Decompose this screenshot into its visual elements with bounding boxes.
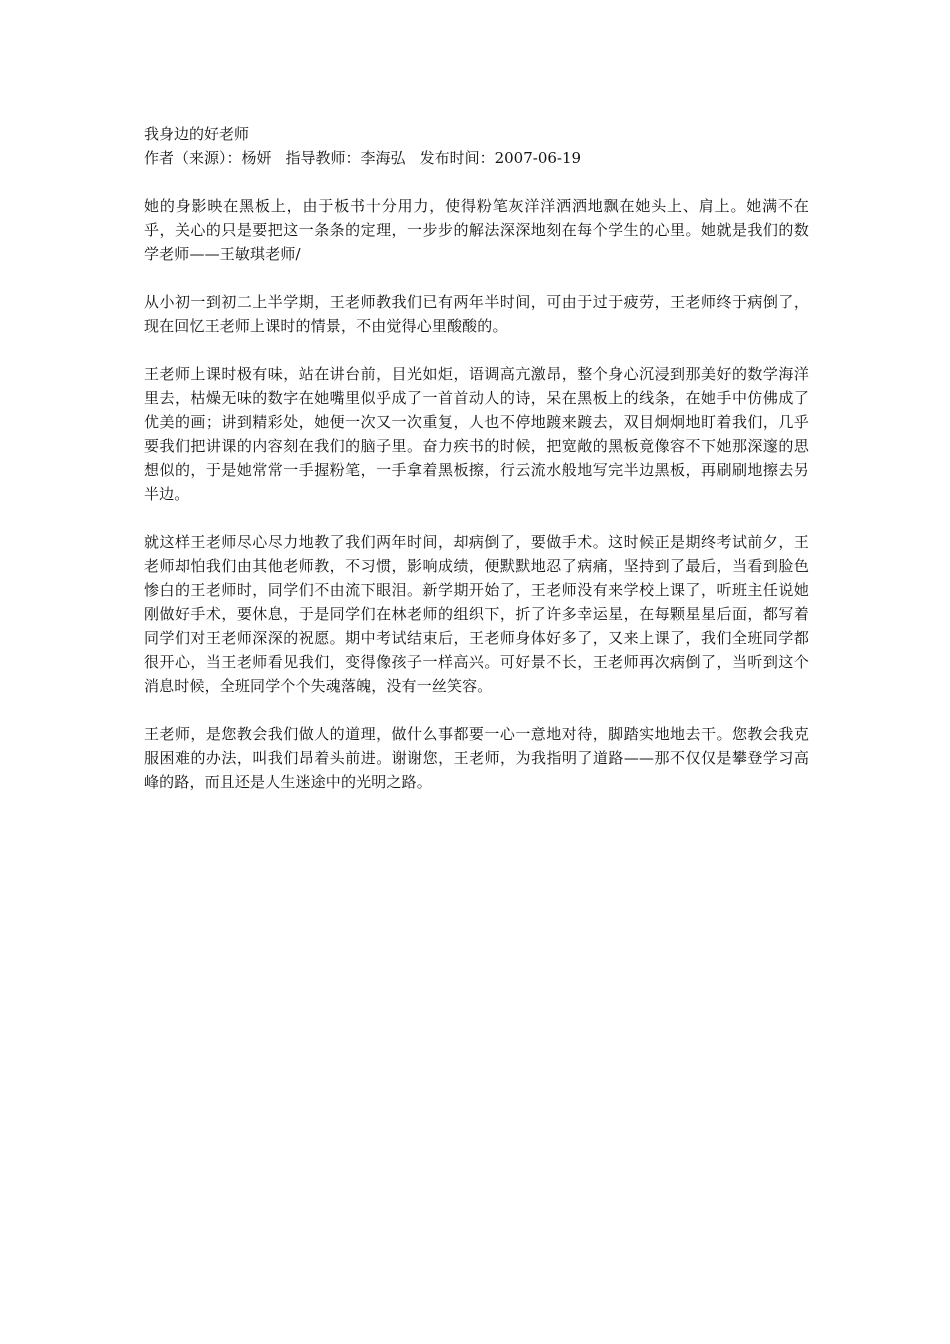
author-name: 杨妍: [241, 149, 272, 167]
document-page: [144, 122, 809, 818]
article-body: [144, 194, 809, 794]
publish-date-label: 发布时间：: [419, 149, 495, 167]
paragraph-4: 就这样王老师尽心尽力地教了我们两年时间，却病倒了，要做手术。这时候正是期终考试前夕，王老师却怕我们由其他老师教，不习惯，影响成绩，便默默地忍了病痛，坚持到了最后，当看到脸色惨白的王老师时，同学们不由流下眼泪。新学期开始了，王老师没有来学校上课了，听班主任说她刚做好手术，要休息，于是同学们在林老师的组织下，折了许多幸运星，在每颗星星后面，都写着同学们对王老师深深的祝愿。期中考试结束后，王老师身体好多了，又来上课了，我们全班同学都很开心，当王老师看见我们，变得像孩子一样高兴。可好景不长，王老师再次病倒了，当听到这个消息时候，全班同学个个失魂落魄，没有一丝笑容。: [144, 533, 809, 695]
publish-date: 2007-06-19: [494, 149, 582, 167]
paragraph-3: 王老师上课时极有味，站在讲台前，目光如炬，语调高亢激昂，整个身心沉浸到那美好的数学海洋里去，枯燥无味的数字在她嘴里似乎成了一首首动人的诗，呆在黑板上的线条，在她手中仿佛成了优美的画；讲到精彩处，她便一次又一次重复，人也不停地踱来踱去，双目炯炯地盯着我们，几乎要我们把讲课的内容刻在我们的脑子里。奋力疾书的时候，把宽敞的黑板竟像容不下她那深邃的思想似的，于是她常常一手握粉笔，一手拿着黑板擦，行云流水般地写完半边黑板，再刷刷地擦去另半边。: [144, 365, 809, 503]
paragraph-5: 王老师，是您教会我们做人的道理，做什么事都要一心一意地对待，脚踏实地地去干。您教会我克服困难的办法，叫我们昂着头前进。谢谢您，王老师，为我指明了道路——那不仅仅是攀登学习高峰的路，而且还是人生迷途中的光明之路。: [144, 725, 809, 791]
page-title: 我身边的好老师: [144, 125, 250, 143]
advisor-name: 李海弘: [360, 149, 406, 167]
paragraph-2: 从小初一到初二上半学期，王老师教我们已有两年半时间，可由于过于疲劳，王老师终于病倒了，现在回忆王老师上课时的情景，不由觉得心里酸酸的。: [144, 293, 809, 335]
author-label: 作者（来源）：: [144, 149, 242, 167]
advisor-label: 指导教师：: [285, 149, 361, 167]
paragraph-1: 她的身影映在黑板上，由于板书十分用力，使得粉笔灰洋洋洒洒地飘在她头上、肩上。她满不在乎，关心的只是要把这一条条的定理，一步步的解法深深地刻在每个学生的心里。她就是我们的数学老师——王敏琪老师/: [144, 197, 809, 263]
article-meta: [144, 146, 809, 170]
